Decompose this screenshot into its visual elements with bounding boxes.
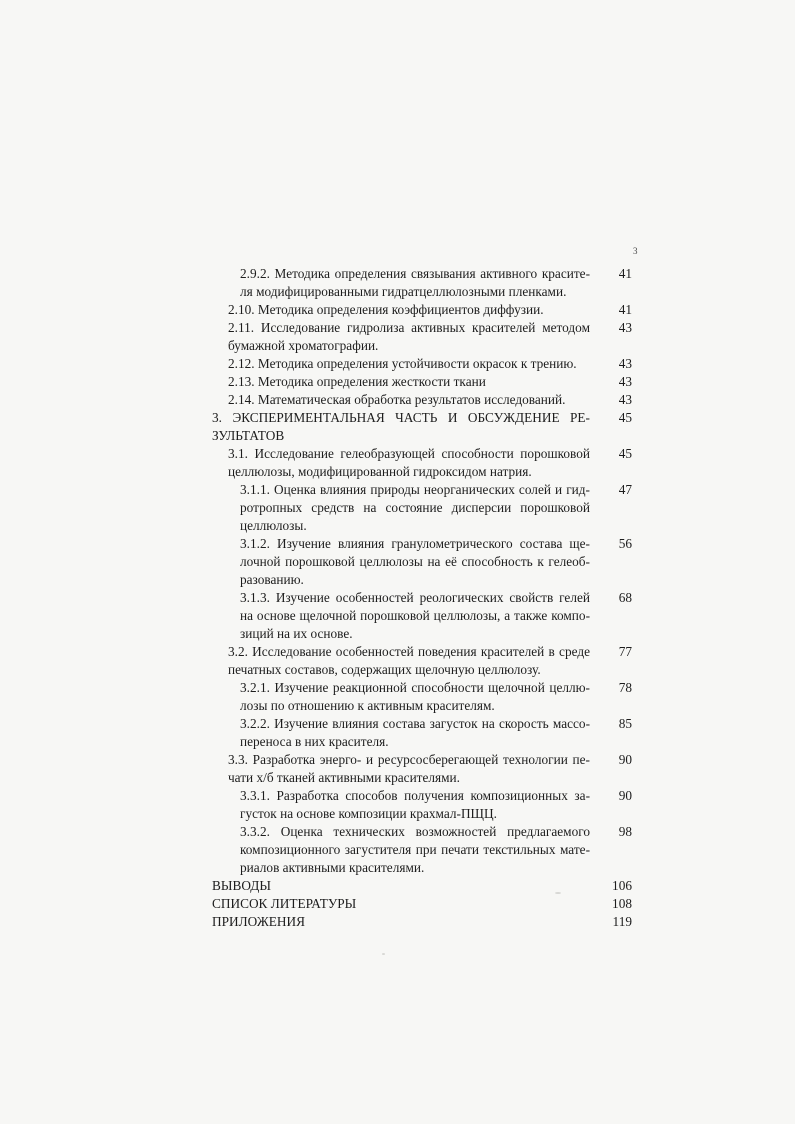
toc-entry — [212, 301, 632, 319]
toc-entry-title: 3.1.3. Изучение особенностей реологических свойств гелей на основе щелочной порошковой целлюлозы, а также компо-зиций на их основе. — [240, 590, 590, 641]
toc-entry-title: 3.3.1. Разработка способов получения композиционных за-густок на основе композиции крахмал-ПЩЦ. — [240, 788, 590, 821]
toc-entry-page: 45 — [618, 446, 632, 461]
toc-entry-page: 77 — [618, 644, 632, 659]
toc-entry — [212, 409, 632, 445]
toc-entry-page: 90 — [618, 788, 632, 803]
toc-entry — [212, 535, 632, 589]
toc-entry-title: 3.3.2. Оценка технических возможностей предлагаемого композиционного загустителя при печати текстильных мате-риалов активными красителями. — [240, 824, 590, 875]
toc-entry — [212, 643, 632, 679]
toc-entry-page: 108 — [612, 896, 632, 911]
toc-entry — [212, 895, 632, 913]
toc-entry-title: 2.12. Методика определения устойчивости окрасок к трению. — [228, 356, 577, 371]
toc-entry-page: 78 — [618, 680, 632, 695]
toc-entry-title: 3.3. Разработка энерго- и ресурсосберегающей технологии пе-чати х/б тканей активными красителями. — [228, 752, 590, 785]
toc-entry-title: 2.14. Математическая обработка результатов исследований. — [228, 392, 566, 407]
toc-entry-page: 90 — [618, 752, 632, 767]
toc-entry-title: ВЫВОДЫ — [212, 878, 271, 893]
toc-entry-page: 41 — [618, 302, 632, 317]
toc-entry-page: 43 — [618, 374, 632, 389]
toc-entry-title: 3.1. Исследование гелеобразующей способности порошковой целлюлозы, модифицированной гидроксидом натрия. — [228, 446, 590, 479]
toc-entry — [212, 373, 632, 391]
toc-entry-page: 98 — [618, 824, 632, 839]
toc-entry-title: 2.10. Методика определения коэффициентов диффузии. — [228, 302, 544, 317]
toc-entry-page: 85 — [618, 716, 632, 731]
toc-entry-title: 2.11. Исследование гидролиза активных красителей методом бумажной хроматографии. — [228, 320, 590, 353]
toc-entry-page: 68 — [618, 590, 632, 605]
toc-entry-title: ПРИЛОЖЕНИЯ — [212, 914, 306, 929]
toc-entry-title: 2.9.2. Методика определения связывания активного красите-ля модифицированными гидратцеллюлозными пленками. — [240, 266, 590, 299]
table-of-contents — [212, 265, 632, 931]
toc-entry — [212, 877, 632, 895]
scan-speck — [555, 892, 561, 894]
toc-entry — [212, 913, 632, 931]
toc-entry-page: 43 — [618, 392, 632, 407]
toc-entry-title: 3.1.2. Изучение влияния гранулометрического состава ще-лочной порошковой целлюлозы на её способность к гелеоб-разованию. — [240, 536, 590, 587]
toc-entry-page: 47 — [618, 482, 632, 497]
toc-entry — [212, 751, 632, 787]
toc-entry — [212, 265, 632, 301]
toc-entry-title: 3.2.2. Изучение влияния состава загусток на скорость массо-переноса в них красителя. — [240, 716, 590, 749]
toc-entry — [212, 391, 632, 409]
scan-speck — [382, 953, 385, 955]
toc-entry-page: 119 — [612, 914, 632, 929]
toc-entry-title: 3.2. Исследование особенностей поведения красителей в среде печатных составов, содержащих щелочную целлюлозу. — [228, 644, 590, 677]
toc-entry — [212, 319, 632, 355]
page-number: 3 — [633, 246, 638, 256]
toc-entry-title: 3.1.1. Оценка влияния природы неорганических солей и гид-ротропных средств на состояние дисперсии порошковой целлюлозы. — [240, 482, 590, 533]
toc-entry-title: СПИСОК ЛИТЕРАТУРЫ — [212, 896, 357, 911]
toc-entry-page: 41 — [618, 266, 632, 281]
toc-entry — [212, 445, 632, 481]
toc-entry-page: 45 — [618, 410, 632, 425]
toc-entry — [212, 715, 632, 751]
toc-entry-page: 106 — [612, 878, 632, 893]
toc-entry — [212, 679, 632, 715]
toc-entry — [212, 589, 632, 643]
toc-entry-title: 3.2.1. Изучение реакционной способности щелочной целлю-лозы по отношению к активным красителям. — [240, 680, 590, 713]
toc-entry-page: 43 — [618, 320, 632, 335]
toc-entry — [212, 787, 632, 823]
toc-entry — [212, 481, 632, 535]
toc-entry — [212, 823, 632, 877]
toc-entry-page: 56 — [618, 536, 632, 551]
toc-entry — [212, 355, 632, 373]
toc-entry-title: 2.13. Методика определения жесткости ткани — [228, 374, 486, 389]
toc-entry-page: 43 — [618, 356, 632, 371]
toc-entry-title: 3. ЭКСПЕРИМЕНТАЛЬНАЯ ЧАСТЬ И ОБСУЖДЕНИЕ РЕ-ЗУЛЬТАТОВ — [212, 410, 590, 443]
